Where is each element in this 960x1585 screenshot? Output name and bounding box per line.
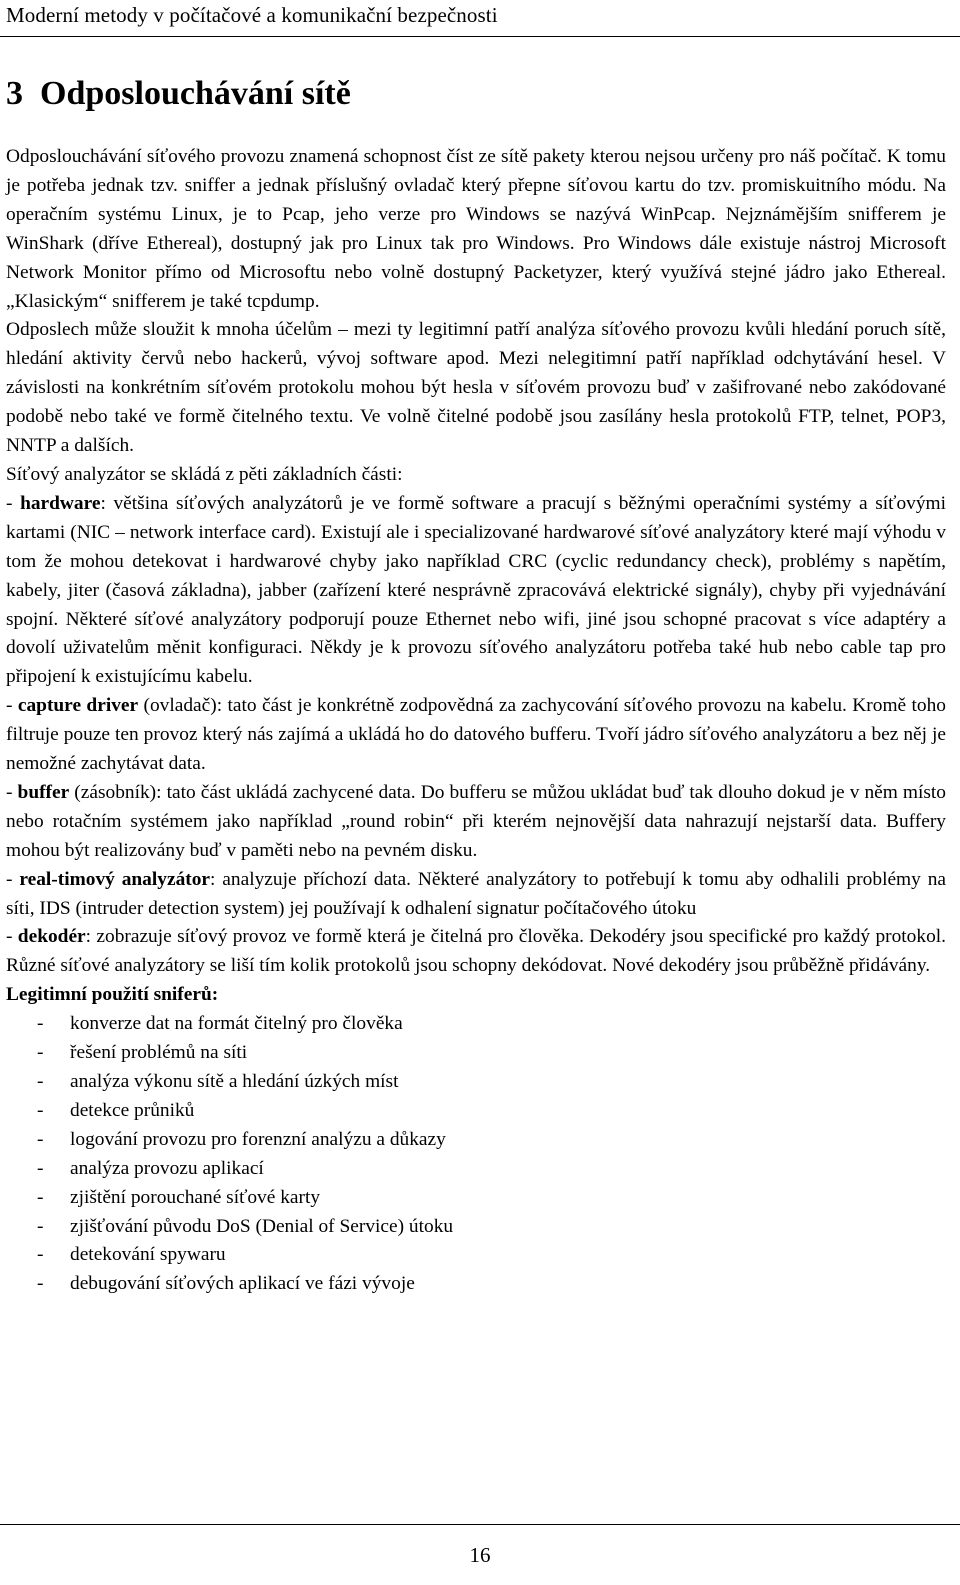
legit-uses-heading [6, 981, 946, 1010]
component-prefix: - [6, 492, 21, 514]
legit-uses-heading-text: Legitimní použití sniferů: [6, 984, 219, 1006]
paragraph-purposes: Odposlech může sloužit k mnoha účelům – mezi ty legitimní patří analýza síťového provozu kvůli hledání poruch sítě, hledání aktivity červů nebo hackerů, vývoj software apod. Mezi nelegitimní patří například odchytávání hesel. V závislosti na konkrétním síťovém protokolu mohou být hesla v síťovém provozu buď v zašifrované nebo zakódované podobě nebo také ve formě čitelného textu. Ve volně čitelné podobě jsou zasílány hesla protokolů FTP, telnet, POP3, NNTP a dalších. [6, 319, 946, 457]
list-dash: - [37, 1013, 44, 1035]
list-item [6, 1010, 946, 1039]
component-term: dekodér [17, 926, 86, 948]
component-item [6, 866, 946, 924]
component-text: : analyzuje příchozí data. Některé analyzátory to potřebují k tomu aby odhalili problémy na síti, IDS (intruder detection system) jej používají k odhalení signatur počítačového útoku [6, 868, 947, 919]
component-item [6, 923, 946, 981]
component-prefix: - [6, 695, 18, 717]
list-item [6, 1184, 946, 1213]
list-dash: - [37, 1042, 44, 1064]
list-item-text: analýza výkonu sítě a hledání úzkých míst [70, 1071, 399, 1092]
footer-divider [0, 1524, 960, 1525]
chapter-title [6, 74, 351, 114]
paragraph-intro: Odposlouchávání síťového provozu znamená schopnost číst ze sítě pakety kterou nejsou určeny pro náš počítač. K tomu je potřeba jednak tzv. sniffer a jednak příslušný ovladač který přepne síťovou kartu do tzv. promiskuitního módu. Na operačním systému Linux, je to Pcap, jeho verze pro Windows se nazývá WinPcap. Nejznámějším snifferem je WinShark (dříve Ethereal), dostupný jak pro Linux tak pro Windows. Pro Windows dále existuje nástroj Microsoft Network Monitor přímo od Microsoftu nebo volně dostupný Packetyzer, který využívá stejné jádro jako Ethereal. „Klasickým“ snifferem je také tcpdump. [6, 146, 946, 312]
list-dash: - [37, 1273, 44, 1295]
list-item-text: analýza provozu aplikací [70, 1157, 264, 1179]
component-term: capture driver [17, 695, 139, 717]
component-term: buffer [17, 781, 70, 803]
component-item [6, 692, 946, 779]
page-number: 16 [469, 1543, 491, 1567]
list-item [6, 1213, 946, 1242]
list-dash: - [37, 1215, 44, 1237]
component-text: (zásobník): tato část ukládá zachycené data. Do bufferu se můžou ukládat buď tak dlouho dokud je v něm místo nebo rotačním systémem jako například „round robin“ při kterém nejnovější data nahrazují nejstarší data. Buffery mohou být realizovány buď v paměti nebo na pevném disku. [6, 781, 947, 861]
list-item [6, 1126, 946, 1155]
list-item-text: řešení problémů na síti [70, 1042, 248, 1064]
component-text: : zobrazuje síťový provoz ve formě která je čitelná pro člověka. Dekodéry jsou specifické pro každý protokol. Různé síťové analyzátory se liší tím kolik protokolů jsou schopny dekódovat. Nové dekodéry jsou průběžně přidávány. [6, 926, 946, 977]
list-item-text: konverze dat na formát čitelný pro člověka [70, 1013, 403, 1035]
chapter-number: 3 [6, 75, 23, 112]
component-term: hardware [20, 492, 101, 514]
list-item-text: zjišťování původu DoS (Denial of Service) útoku [70, 1215, 454, 1237]
list-dash: - [37, 1128, 44, 1150]
paragraph-components-intro: Síťový analyzátor se skládá z pěti základních části: [6, 463, 403, 485]
list-item-text: detekování spywaru [70, 1244, 226, 1266]
header-divider [0, 36, 960, 37]
component-term: real-timový analyzátor [19, 868, 211, 890]
list-item [6, 1241, 946, 1270]
component-text: (ovladač): tato část je konkrétně zodpovědná za zachycování síťového provozu na kabelu. Kromě toho filtruje pouze ten provoz který nás zajímá a ukládá ho do datového bufferu. Tvoří jádro síťového analyzátoru a bez něj je nemožné zachytávat data. [6, 695, 946, 775]
list-dash: - [37, 1157, 44, 1179]
list-item-text: zjištění porouchané síťové karty [70, 1186, 321, 1208]
list-dash: - [37, 1244, 44, 1266]
list-item [6, 1270, 946, 1299]
list-item [6, 1039, 946, 1068]
list-dash: - [37, 1071, 44, 1092]
list-item-text: debugování síťových aplikací ve fázi vývoje [70, 1273, 415, 1295]
component-item [6, 490, 946, 692]
list-dash: - [37, 1099, 44, 1121]
list-item [6, 1097, 946, 1126]
list-item-text: logování provozu pro forenzní analýzu a důkazy [70, 1128, 446, 1150]
component-prefix: - [6, 868, 20, 890]
list-dash: - [37, 1186, 44, 1208]
list-item [6, 1068, 946, 1097]
body-text [6, 143, 946, 1299]
list-item [6, 1155, 946, 1184]
chapter-title-text: Odposlouchávání sítě [40, 75, 351, 112]
list-item-text: detekce průniků [70, 1099, 195, 1121]
running-header: Moderní metody v počítačové a komunikační bezpečnosti [6, 3, 498, 27]
component-prefix: - [6, 781, 18, 803]
component-prefix: - [6, 926, 18, 948]
component-text: : většina síťových analyzátorů je ve formě software a pracují s běžnými operačními systémy a síťovými kartami (NIC – network interface card). Existují ale i specializované hardwarové síťové analyzátory které mají výhodu v tom že mohou detekovat i hardwarové chyby jako například CRC (cyclic redundancy check), problémy s napětím, kabely, jiter (časová základna), jabber (zařízení které nesprávně zpracovává elektrické signály), chyby při vyjednávání spojní. Některé síťové analyzátory podporují pouze Ethernet nebo wifi, jiné jsou schopné pracovat s více adaptéry a dovolí uživatelům měnit konfiguraci. Někdy je k provozu síťového analyzátoru potřeba také hub nebo cable tap pro připojení k existujícímu kabelu. [6, 492, 947, 688]
component-item [6, 779, 946, 866]
legit-uses-list [6, 1010, 946, 1299]
